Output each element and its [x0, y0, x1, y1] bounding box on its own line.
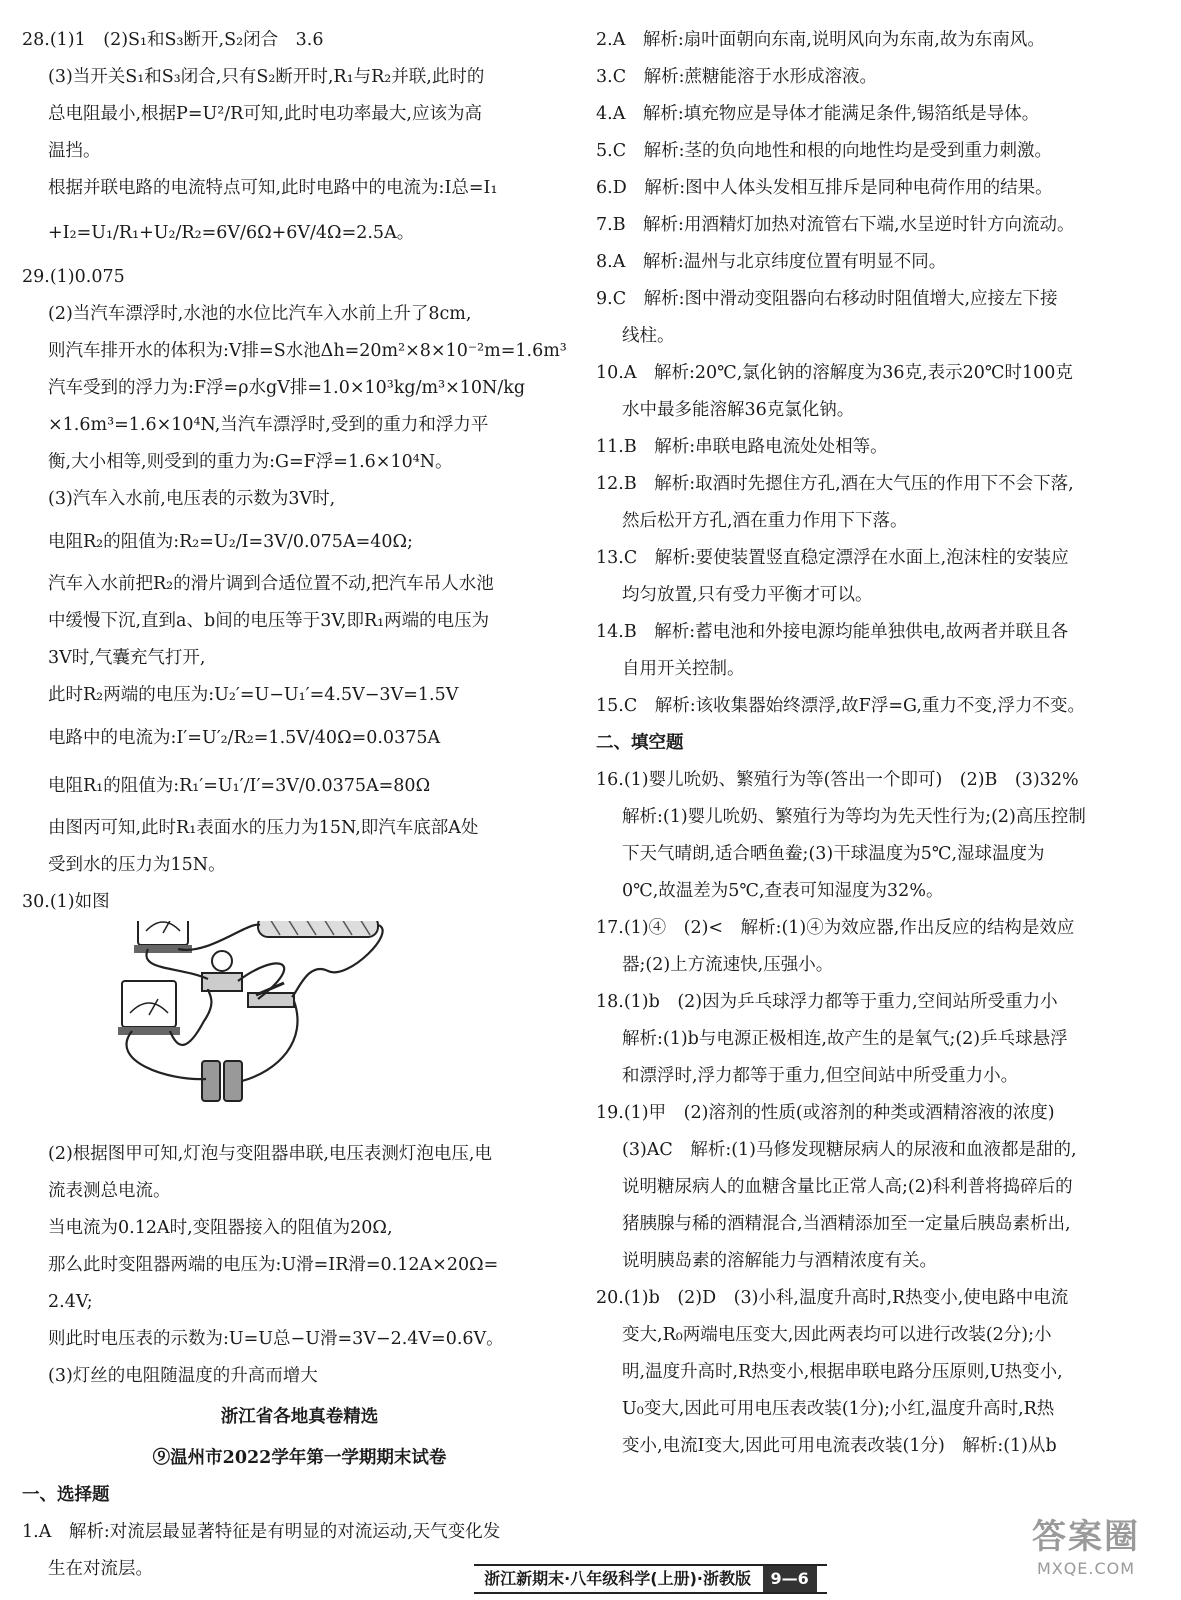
watermark-logo: 答案圈 — [1032, 1517, 1140, 1557]
answer-line: 9.C 解析:图中滑动变阻器向右移动时阻值增大,应接左下接 — [596, 289, 1058, 309]
answer-line: 16.(1)婴儿吮奶、繁殖行为等(答出一个即可) (2)B (3)32% — [596, 770, 1079, 790]
answer-line: (3)汽车入水前,电压表的示数为3V时, — [48, 489, 336, 509]
switch-icon — [248, 983, 294, 1007]
answer-line: 器;(2)上方流速快,压强小。 — [622, 955, 834, 975]
answer-line: 12.B 解析:取酒时先摁住方孔,酒在大气压的作用下不会下落, — [596, 474, 1074, 494]
answer-line: 1.A 解析:对流层最显著特征是有明显的对流运动,天气变化发 — [22, 1522, 501, 1542]
answer-line: 解析:(1)婴儿吮奶、繁殖行为等均为先天性行为;(2)高压控制 — [622, 807, 1086, 827]
watermark — [1011, 1515, 1161, 1590]
footer-text: 浙江新期末·八年级科学(上册)·浙教版 — [484, 1569, 751, 1588]
answer-line: 和漂浮时,浮力都等于重力,但空间站中所受重力小。 — [622, 1066, 1019, 1086]
answer-line: 2.A 解析:扇叶面朝向东南,说明风向为东南,故为东南风。 — [596, 30, 1045, 50]
answer-line: (2)根据图甲可知,灯泡与变阻器串联,电压表测灯泡电压,电 — [48, 1144, 492, 1164]
answer-line: 17.(1)④ (2)< 解析:(1)④为效应器,作出反应的结构是效应 — [596, 918, 1075, 938]
answer-line: +I₂=U₁/R₁+U₂/R₂=6V/6Ω+6V/4Ω=2.5A。 — [48, 223, 415, 243]
answer-line: 0℃,故温差为5℃,查表可知湿度为32%。 — [622, 881, 944, 901]
answer-line: 19.(1)甲 (2)溶剂的性质(或溶剂的种类或酒精溶液的浓度) — [596, 1103, 1055, 1123]
answer-line: 说明胰岛素的溶解能力与酒精浓度有关。 — [622, 1251, 937, 1271]
answer-line: 均匀放置,只有受力平衡才可以。 — [622, 585, 873, 605]
answer-line: (3)灯丝的电阻随温度的升高而增大 — [48, 1366, 318, 1386]
answer-line: 那么此时变阻器两端的电压为:U滑=IR滑=0.12A×20Ω= — [48, 1255, 499, 1275]
section-label: 一、选择题 — [22, 1485, 110, 1505]
answer-line: 15.C 解析:该收集器始终漂浮,故F浮=G,重力不变,浮力不变。 — [596, 696, 1085, 716]
circuit-diagram — [48, 921, 528, 1136]
answer-line: 水中最多能溶解36克氯化钠。 — [622, 400, 855, 420]
answer-line: 6.D 解析:图中人体头发相互排斥是同种电荷作用的结果。 — [596, 178, 1053, 198]
answer-line: 受到水的压力为15N。 — [48, 855, 226, 875]
rheostat-icon — [258, 921, 378, 937]
battery-icon — [202, 1061, 242, 1101]
left-column — [22, 22, 577, 1588]
footer-book-title — [474, 1564, 827, 1594]
answer-line: (3)AC 解析:(1)马修发现糖尿病人的尿液和血液都是甜的, — [622, 1140, 1077, 1160]
page-number: 9—6 — [763, 1566, 817, 1592]
answer-line: 汽车入水前把R₂的滑片调到合适位置不动,把汽车吊人水池 — [48, 574, 494, 594]
answer-line: 由图丙可知,此时R₁表面水的压力为15N,即汽车底部A处 — [48, 818, 479, 838]
answer-line: ×1.6m³=1.6×10⁴N,当汽车漂浮时,受到的重力和浮力平 — [48, 415, 489, 435]
bulb-icon — [202, 951, 242, 991]
answer-line: 20.(1)b (2)D (3)小科,温度升高时,R热变小,使电路中电流 — [596, 1288, 1069, 1308]
answer-line: 5.C 解析:茎的负向地性和根的向地性均是受到重力刺激。 — [596, 141, 1052, 161]
answer-line: 此时R₂两端的电压为:U₂′=U−U₁′=4.5V−3V=1.5V — [48, 685, 459, 705]
answer-line: 线柱。 — [622, 326, 675, 346]
answer-line: 2.4V; — [48, 1292, 93, 1312]
page-footer — [0, 1560, 1181, 1590]
answer-line: (3)当开关S₁和S₃闭合,只有S₂断开时,R₁与R₂并联,此时的 — [48, 67, 485, 87]
answer-line: 30.(1)如图 — [22, 892, 110, 912]
answer-line: 变大,R₀两端电压变大,因此两表均可以进行改装(2分);小 — [622, 1325, 1052, 1345]
answer-line: 3V时,气囊充气打开, — [48, 648, 206, 668]
answer-line: 生在对流层。 — [48, 1559, 153, 1579]
answer-line: 中缓慢下沉,直到a、b间的电压等于3V,即R₁两端的电压为 — [48, 611, 490, 631]
answer-line: 流表测总电流。 — [48, 1181, 171, 1201]
answer-line: 说明糖尿病人的血糖含量比正常人高;(2)科利普将捣碎后的 — [622, 1177, 1073, 1197]
answer-line: 则此时电压表的示数为:U=U总−U滑=3V−2.4V=0.6V。 — [48, 1329, 504, 1349]
answer-line: 电阻R₂的阻值为:R₂=U₂/I=3V/0.075A=40Ω; — [48, 532, 413, 552]
answer-line: 13.C 解析:要使装置竖直稳定漂浮在水面上,泡沫柱的安装应 — [596, 548, 1069, 568]
answer-line: 10.A 解析:20℃,氯化钠的溶解度为36克,表示20℃时100克 — [596, 363, 1073, 383]
answer-line: 4.A 解析:填充物应是导体才能满足条件,锡箔纸是导体。 — [596, 104, 1040, 124]
answer-line: 则汽车排开水的体积为:V排=S水池Δh=20m²×8×10⁻²m=1.6m³ — [48, 341, 567, 361]
answer-line: 当电流为0.12A时,变阻器接入的阻值为20Ω, — [48, 1218, 393, 1238]
circuit-drawing — [48, 921, 528, 1121]
ammeter-icon — [118, 981, 180, 1035]
right-column — [596, 22, 1161, 1465]
answer-line: 下天气晴朗,适合晒鱼鲞;(3)干球温度为5℃,湿球温度为 — [622, 844, 1045, 864]
answer-line: 然后松开方孔,酒在重力作用下下落。 — [622, 511, 908, 531]
answer-line: 3.C 解析:蔗糖能溶于水形成溶液。 — [596, 67, 877, 87]
answer-line: 8.A 解析:温州与北京纬度位置有明显不同。 — [596, 252, 947, 272]
answer-line: 18.(1)b (2)因为乒乓球浮力都等于重力,空间站所受重力小 — [596, 992, 1058, 1012]
answer-line: 温挡。 — [48, 141, 101, 161]
watermark-url: MXQE.COM — [1036, 1559, 1136, 1578]
answer-line: U₀变大,因此可用电压表改装(1分);小红,温度升高时,R热 — [622, 1399, 1055, 1419]
answer-line: 根据并联电路的电流特点可知,此时电路中的电流为:I总=I₁ — [48, 178, 498, 198]
section-label: 二、填空题 — [596, 733, 684, 753]
answer-line: 衡,大小相等,则受到的重力为:G=F浮=1.6×10⁴N。 — [48, 452, 453, 472]
answer-line: 总电阻最小,根据P=U²/R可知,此时电功率最大,应该为高 — [48, 104, 482, 124]
answer-line: 11.B 解析:串联电路电流处处相等。 — [596, 437, 888, 457]
answer-line: 电阻R₁的阻值为:R₁′=U₁′/I′=3V/0.0375A=80Ω — [48, 776, 431, 796]
answer-line: 28.(1)1 (2)S₁和S₃断开,S₂闭合 3.6 — [22, 30, 324, 50]
answer-line: 14.B 解析:蓄电池和外接电源均能单独供电,故两者并联且各 — [596, 622, 1069, 642]
answer-line: 明,温度升高时,R热变小,根据串联电路分压原则,U热变小, — [622, 1362, 1063, 1382]
answer-line: 变小,电流I变大,因此可用电流表改装(1分) 解析:(1)从b — [622, 1436, 1057, 1456]
answer-line: 自用开关控制。 — [622, 659, 745, 679]
answer-line: 汽车受到的浮力为:F浮=ρ水gV排=1.0×10³kg/m³×10N/kg — [48, 378, 526, 398]
exam-title: ⑨温州市2022学年第一学期期末试卷 — [152, 1448, 447, 1468]
answer-line: 29.(1)0.075 — [22, 267, 125, 287]
answer-line: (2)当汽车漂浮时,水池的水位比汽车入水前上升了8cm, — [48, 304, 472, 324]
voltmeter-icon — [134, 921, 192, 953]
section-heading: 浙江省各地真卷精选 — [220, 1407, 379, 1427]
answer-line: 猪胰腺与稀的酒精混合,当酒精添加至一定量后胰岛素析出, — [622, 1214, 1071, 1234]
answer-line: 7.B 解析:用酒精灯加热对流管右下端,水呈逆时针方向流动。 — [596, 215, 1075, 235]
answer-line: 解析:(1)b与电源正极相连,故产生的是氧气;(2)乒乓球悬浮 — [622, 1029, 1068, 1049]
answer-line: 电路中的电流为:I′=U′₂/R₂=1.5V/40Ω=0.0375A — [48, 728, 441, 748]
